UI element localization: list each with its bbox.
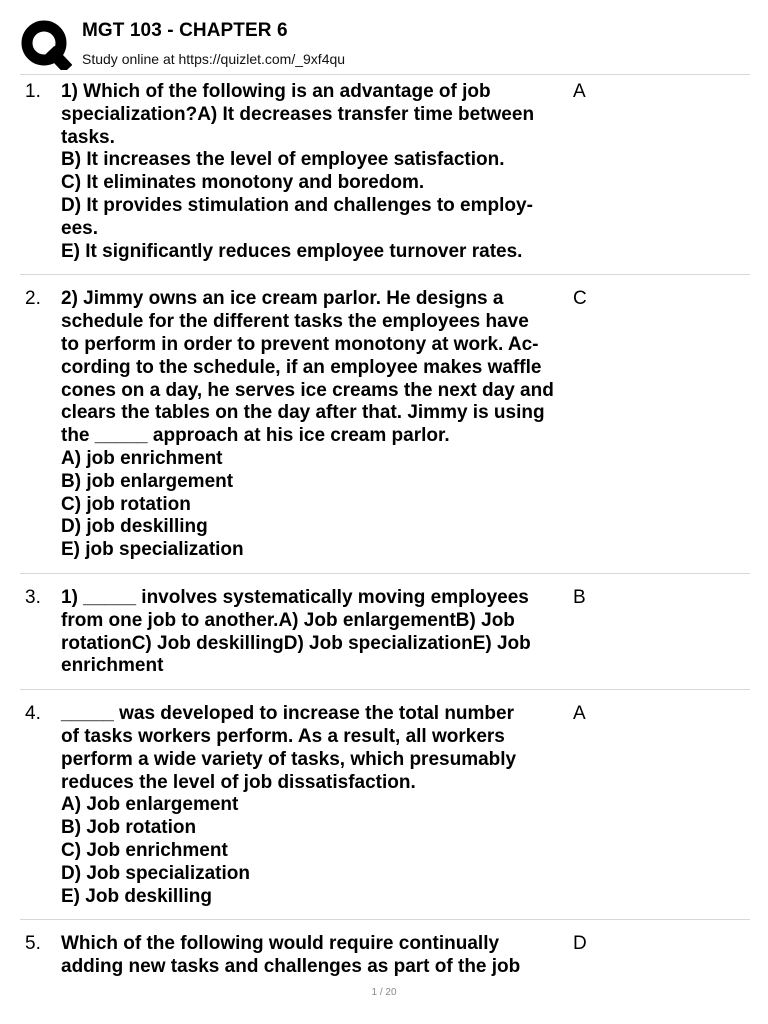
card-answer: B: [573, 586, 586, 608]
question-line: D) Job specialization: [61, 862, 250, 884]
header-divider: [20, 74, 750, 75]
question-line: A) job enrichment: [61, 447, 223, 469]
quizlet-logo-icon: [20, 18, 72, 70]
question-line: of tasks workers perform. As a result, all workers: [61, 725, 505, 747]
question-line: schedule for the different tasks the employees have: [61, 311, 529, 333]
flashcard-list: [20, 80, 750, 1002]
question-line: the _____ approach at his ice cream parlor.: [61, 425, 450, 447]
question-line: adding new tasks and challenges as part of the job: [61, 956, 521, 978]
flashcard-row: [20, 80, 750, 275]
question-line: A) Job enlargement: [61, 794, 239, 816]
header: [20, 18, 750, 74]
card-number: 3.: [25, 586, 41, 608]
question-line: reduces the level of job dissatisfaction.: [61, 771, 416, 793]
question-line: tasks.: [61, 126, 115, 148]
question-line: from one job to another.A) Job enlargementB) Job: [61, 609, 515, 631]
card-question: [61, 288, 571, 562]
question-line: _____ was developed to increase the total number: [61, 703, 514, 725]
question-line: ees.: [61, 217, 98, 239]
card-answer: C: [573, 288, 587, 310]
question-line: 1) Which of the following is an advantage of job: [61, 81, 491, 102]
question-line: clears the tables on the day after that. Jimmy is using: [61, 402, 545, 424]
question-line: B) Job rotation: [61, 817, 197, 839]
question-line: B) job enlargement: [61, 470, 234, 492]
card-answer: A: [573, 81, 586, 102]
question-line: C) job rotation: [61, 493, 191, 515]
question-line: enrichment: [61, 655, 164, 677]
card-question: [61, 933, 571, 979]
card-question: [61, 81, 571, 263]
card-number: 5.: [25, 933, 41, 955]
question-line: perform a wide variety of tasks, which presumably: [61, 748, 517, 770]
card-answer: A: [573, 703, 586, 725]
flashcard-row: [20, 586, 750, 690]
question-line: E) job specialization: [61, 539, 244, 561]
flashcard-row: [20, 932, 750, 990]
question-line: E) Job deskilling: [61, 885, 212, 907]
question-line: specialization?A) It decreases transfer time between: [61, 103, 535, 125]
card-number: 4.: [25, 703, 41, 725]
card-question: [61, 587, 571, 678]
document-title: MGT 103 - CHAPTER 6: [82, 20, 288, 41]
question-line: 1) _____ involves systematically moving employees: [61, 586, 529, 608]
question-line: D) It provides stimulation and challenges to employ-: [61, 194, 533, 216]
question-line: Which of the following would require continually: [61, 933, 500, 955]
question-line: C) Job enrichment: [61, 839, 228, 861]
question-line: B) It increases the level of employee satisfaction.: [61, 149, 505, 171]
question-line: to perform in order to prevent monotony at work. Ac-: [61, 333, 539, 355]
question-line: C) It eliminates monotony and boredom.: [61, 172, 425, 194]
question-line: E) It significantly reduces employee turnover rates.: [61, 240, 523, 262]
card-answer: D: [573, 933, 587, 955]
card-question: [61, 703, 571, 908]
flashcard-row: [20, 287, 750, 574]
question-line: rotationC) Job deskillingD) Job specializationE) Job: [61, 632, 531, 654]
card-number: 1.: [25, 81, 41, 102]
question-line: cording to the schedule, if an employee makes waffle: [61, 356, 542, 378]
flashcard-row: [20, 702, 750, 920]
page-indicator: 1 / 20: [371, 987, 397, 998]
card-number: 2.: [25, 288, 41, 310]
question-line: D) job deskilling: [61, 516, 208, 538]
study-online-link[interactable]: Study online at https://quizlet.com/_9xf4qu: [82, 51, 346, 67]
question-line: cones on a day, he serves ice creams the next day and: [61, 379, 554, 401]
question-line: 2) Jimmy owns an ice cream parlor. He designs a: [61, 288, 504, 310]
